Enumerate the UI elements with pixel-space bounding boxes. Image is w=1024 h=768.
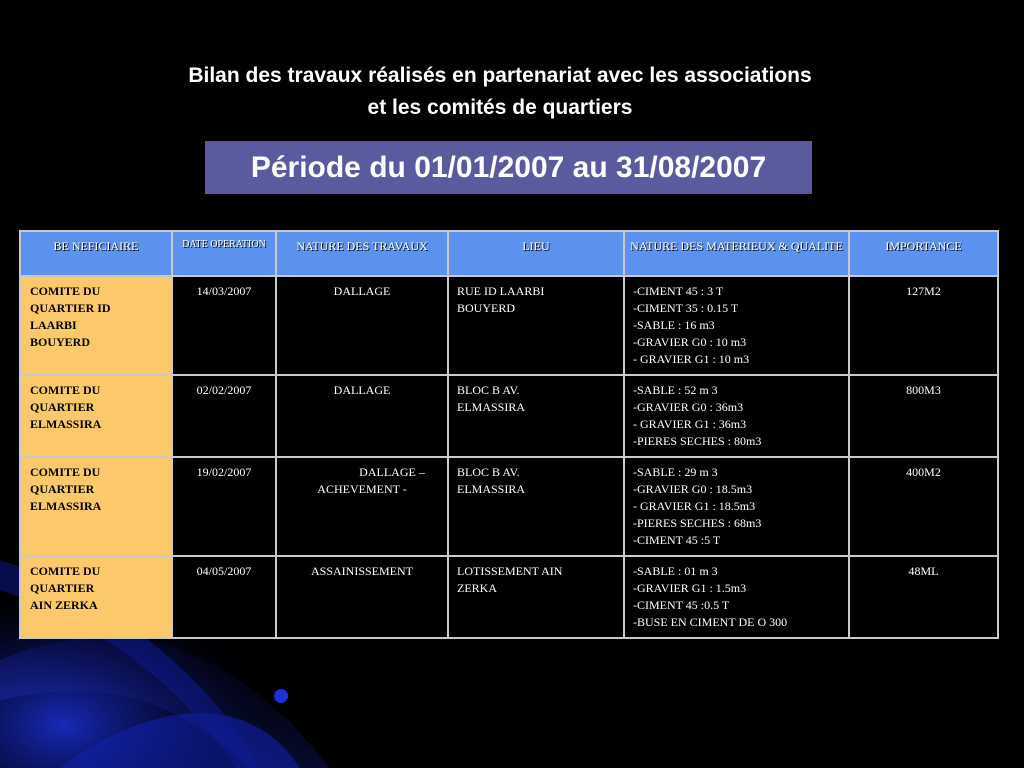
cell-materiaux-line: -SABLE : 29 m 3 [633, 465, 718, 479]
cell-materiaux-line: - GRAVIER G1 : 36m3 [633, 417, 747, 431]
cell-date: 14/03/2007 [172, 276, 276, 375]
cell-beneficiaire-line: BOUYERD [30, 335, 91, 349]
cell-materiaux-line: -CIMENT 45 :5 T [633, 533, 721, 547]
cell-materiaux-line: -GRAVIER G1 : 1.5m3 [633, 581, 747, 595]
title-line-1: Bilan des travaux réalisés en partenariat avec les associations [188, 64, 812, 87]
cell-beneficiaire [20, 556, 172, 638]
cell-beneficiaire-line: COMITE DU [30, 284, 101, 298]
cell-nature-travaux-line: DALLAGE [333, 383, 391, 397]
cell-nature-travaux-line: DALLAGE [333, 284, 391, 298]
cell-lieu-line: LOTISSEMENT AIN [457, 564, 563, 578]
cell-materiaux-line: -CIMENT 45 :0.5 T [633, 598, 730, 612]
cell-importance: 48ML [849, 556, 998, 638]
cell-materiaux [624, 276, 849, 375]
title-line-2: et les comités de quartiers [367, 96, 633, 119]
cell-importance: 400M2 [849, 457, 998, 556]
cell-lieu [448, 276, 624, 375]
table-row [20, 556, 998, 638]
works-table [19, 230, 999, 639]
cell-beneficiaire-line: COMITE DU [30, 564, 101, 578]
cell-lieu-line: RUE ID LAARBI [457, 284, 545, 298]
cell-materiaux-line: -PIERES SECHES : 68m3 [633, 516, 762, 530]
table-row [20, 375, 998, 457]
cell-materiaux-line: - GRAVIER G1 : 10 m3 [633, 352, 750, 366]
cell-materiaux [624, 457, 849, 556]
decorative-dot [274, 689, 288, 703]
cell-beneficiaire [20, 457, 172, 556]
cell-lieu-line: BOUYERD [457, 301, 516, 315]
cell-lieu [448, 556, 624, 638]
cell-beneficiaire-line: ELMASSIRA [30, 499, 102, 513]
cell-materiaux-line: -SABLE : 01 m 3 [633, 564, 718, 578]
cell-lieu-line: ELMASSIRA [457, 482, 526, 496]
cell-materiaux-line: -SABLE : 52 m 3 [633, 383, 718, 397]
header-nature-materieux: NATURE DES MATERIEUX & QUALITE [624, 231, 849, 276]
cell-materiaux-line: -GRAVIER G0 : 10 m3 [633, 335, 747, 349]
cell-materiaux-line: -GRAVIER G0 : 36m3 [633, 400, 744, 414]
cell-importance: 800M3 [849, 375, 998, 457]
cell-beneficiaire-line: COMITE DU [30, 465, 101, 479]
table-row [20, 457, 998, 556]
cell-beneficiaire-line: ELMASSIRA [30, 417, 102, 431]
cell-nature-travaux [276, 375, 448, 457]
cell-materiaux-line: -PIERES SECHES : 80m3 [633, 434, 762, 448]
cell-beneficiaire [20, 276, 172, 375]
cell-nature-travaux [276, 276, 448, 375]
cell-nature-travaux-line: ASSAINISSEMENT [310, 564, 413, 578]
table-row [20, 276, 998, 375]
cell-importance: 127M2 [849, 276, 998, 375]
cell-nature-travaux [276, 457, 448, 556]
period-banner: Période du 01/01/2007 au 31/08/2007 [205, 141, 812, 194]
header-lieu: LIEU [448, 231, 624, 276]
cell-nature-travaux-line: DALLAGE – [359, 465, 425, 479]
header-nature-travaux: NATURE DES TRAVAUX [276, 231, 448, 276]
cell-date: 19/02/2007 [172, 457, 276, 556]
cell-materiaux-line: - GRAVIER G1 : 18.5m3 [633, 499, 756, 513]
cell-materiaux-line: -GRAVIER G0 : 18.5m3 [633, 482, 753, 496]
cell-materiaux-line: -BUSE EN CIMENT DE O 300 [633, 615, 788, 629]
cell-lieu [448, 375, 624, 457]
cell-beneficiaire-line: QUARTIER ID [30, 301, 111, 315]
cell-lieu [448, 457, 624, 556]
cell-lieu-line: BLOC B AV. [457, 465, 520, 479]
cell-date: 04/05/2007 [172, 556, 276, 638]
cell-lieu-line: ELMASSIRA [457, 400, 526, 414]
cell-lieu-line: BLOC B AV. [457, 383, 520, 397]
cell-beneficiaire-line: COMITE DU [30, 383, 101, 397]
cell-materiaux-line: -SABLE : 16 m3 [633, 318, 715, 332]
table-header-row [20, 231, 998, 276]
slide-title [0, 60, 1000, 124]
header-date-operation: DATE OPERATION [172, 231, 276, 276]
cell-nature-travaux [276, 556, 448, 638]
cell-materiaux [624, 556, 849, 638]
cell-beneficiaire-line: QUARTIER [30, 400, 95, 414]
header-beneficiaire: BE NEFICIAIRE [20, 231, 172, 276]
cell-date: 02/02/2007 [172, 375, 276, 457]
cell-lieu-line: ZERKA [457, 581, 497, 595]
cell-materiaux-line: -CIMENT 45 : 3 T [633, 284, 724, 298]
cell-nature-travaux-line: ACHEVEMENT - [317, 482, 407, 496]
cell-beneficiaire-line: QUARTIER [30, 581, 95, 595]
cell-materiaux [624, 375, 849, 457]
cell-beneficiaire-line: LAARBI [30, 318, 77, 332]
table-body [20, 276, 998, 638]
cell-materiaux-line: -CIMENT 35 : 0.15 T [633, 301, 739, 315]
cell-beneficiaire-line: AIN ZERKA [30, 598, 98, 612]
header-importance: IMPORTANCE [849, 231, 998, 276]
cell-beneficiaire [20, 375, 172, 457]
cell-beneficiaire-line: QUARTIER [30, 482, 95, 496]
